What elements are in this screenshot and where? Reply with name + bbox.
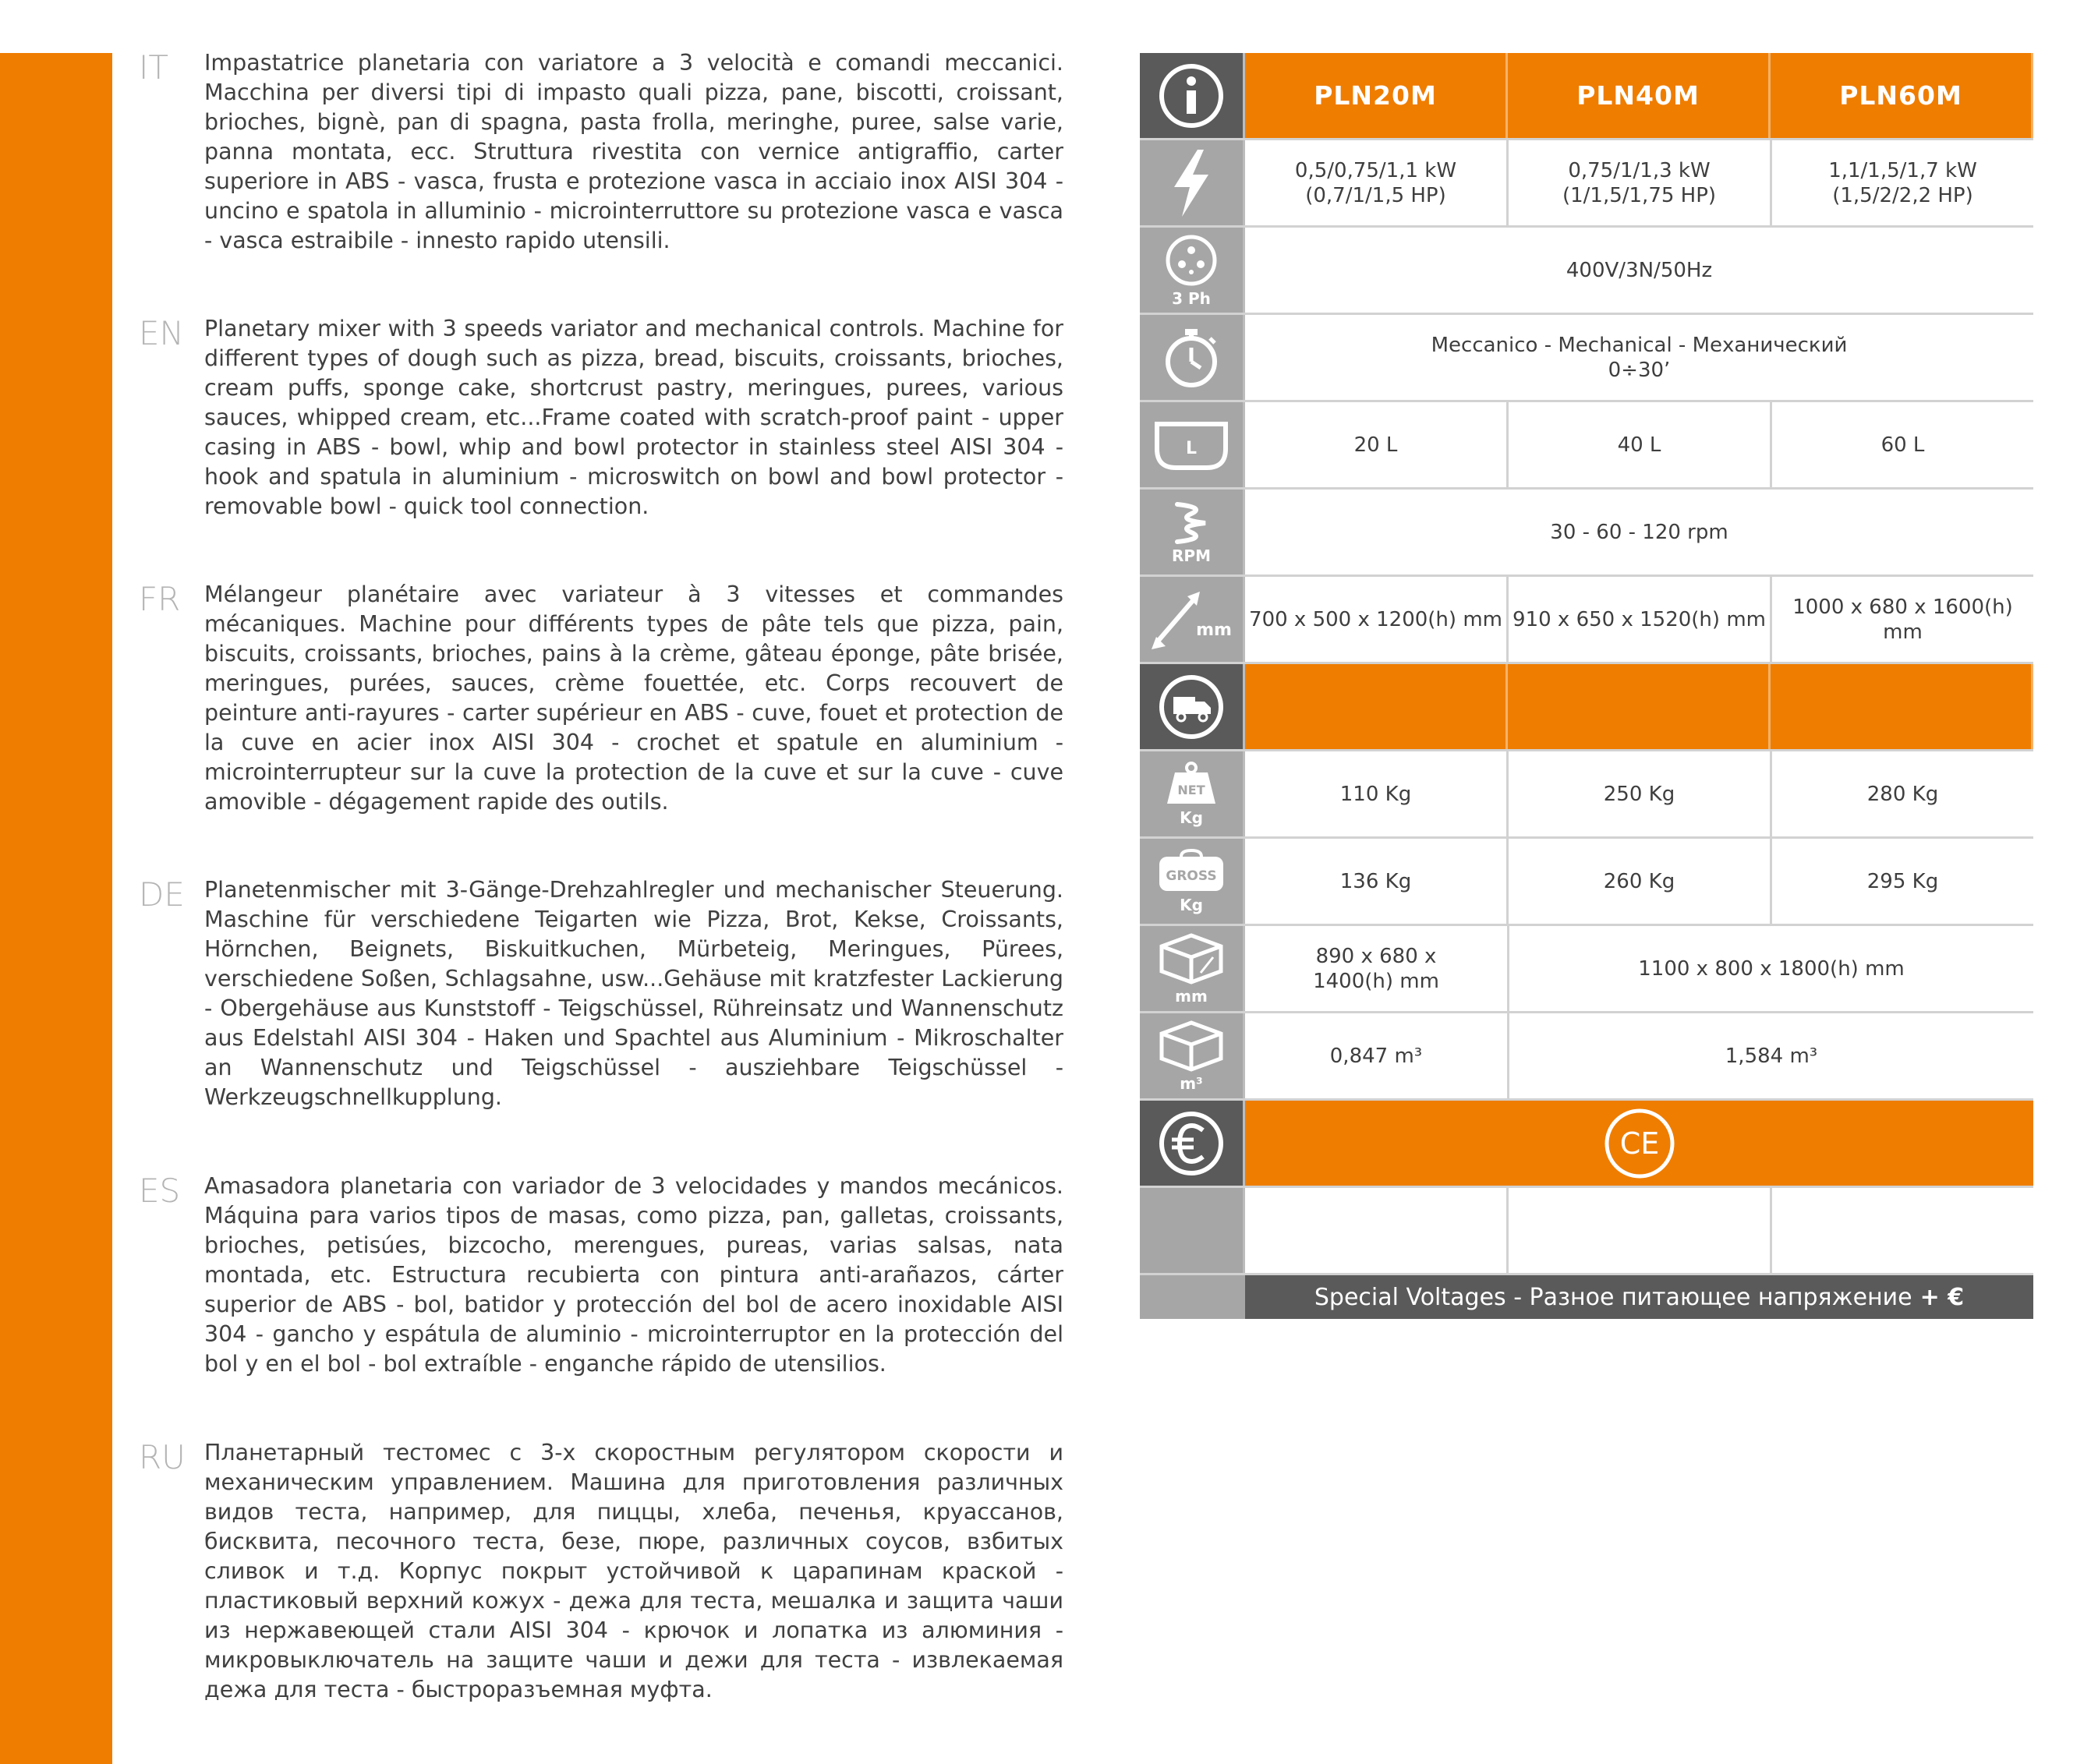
- gross-weight-cell: 295 Kg: [1866, 869, 1939, 893]
- speed-cell: 30 - 60 - 120 rpm: [1550, 520, 1728, 544]
- blank-cell: [1772, 1188, 2033, 1273]
- package-dimension-cell: 890 x 680 x 1400(h) mm: [1245, 926, 1509, 1011]
- net-weight-icon: [1140, 751, 1245, 836]
- model-header-row: [1140, 53, 2033, 140]
- gross-weight-cell: 260 Kg: [1509, 839, 1772, 924]
- power-row: [1140, 140, 2033, 228]
- dimension-cell: 700 x 500 x 1200(h) mm: [1245, 577, 1509, 662]
- package-volume-icon: [1140, 1013, 1245, 1098]
- rpm-label: RPM: [1172, 546, 1211, 565]
- plug-phase-icon: [1140, 228, 1245, 313]
- net-weight-cell: 280 Kg: [1866, 782, 1939, 806]
- package-dimensions-row: [1140, 926, 2033, 1013]
- shipping-cell: [1245, 664, 1508, 749]
- delivery-truck-icon: [1140, 664, 1245, 749]
- gross-weight-row: [1140, 839, 2033, 926]
- power-cell: 1,1/1,5/1,7 kW (1,5/2/2,2 HP): [1828, 158, 1977, 207]
- net-label: NET: [1177, 782, 1205, 797]
- voltage-row: [1140, 228, 2033, 315]
- blank-row: [1140, 1188, 2033, 1275]
- timer-cell: Meccanico - Mechanical - Механический 0÷30’: [1431, 333, 1848, 382]
- desc-text: Impastatrice planetaria con variatore a 3 velocità e comandi meccanici. Macchina per diversi tipi di impasto quali pizza, pane, biscotti, croissant, brioches, bignè, pan di spagna, pasta frolla, meringhe, puree, salse varie, panna montata, ecc. Struttura rivestita con vernice antigraffio, carter superiore in ABS - vasca, frusta e protezione vasca in acciaio inox AISI 304 - uncino e spatola in alluminio - microinterruttore su protezione vasca e vasca - vasca estraibile - innesto rapido utensili.: [204, 50, 1063, 253]
- power-cell: 0,75/1/1,3 kW (1/1,5/1,75 HP): [1509, 140, 1772, 225]
- phase-label: 3 Ph: [1172, 288, 1211, 308]
- gross-label: GROSS: [1166, 868, 1217, 884]
- model-name: PLN20M: [1245, 53, 1508, 138]
- speed-row: [1140, 490, 2033, 577]
- footer-text: Special Voltages - Разное питающее напряжение + €: [1245, 1275, 2033, 1319]
- package-box-icon: [1140, 926, 1245, 1011]
- ce-mark-icon: [1603, 1107, 1676, 1180]
- dimension-cell: 1000 x 680 x 1600(h) mm: [1792, 595, 2013, 644]
- stopwatch-icon: [1140, 315, 1245, 400]
- blank-cell: [1245, 1188, 1509, 1273]
- shipping-row: [1140, 664, 2033, 751]
- dimension-cell: 910 x 650 x 1520(h) mm: [1509, 577, 1772, 662]
- desc-text: Планетарный тестомес с 3-х скоростным регулятором скорости и механическим управлением. Машина для приготовления различных видов теста, например, для пиццы, хлеба, печенья, круассанов, бисквита, песочного теста, безе, пюре, различных соусов, взбитых сливок и т.д. Корпус покрыт устойчивой к царапинам краской - пластиковый верхний кожух - дежа для теста, мешалка и защита чаши из нержавеющей стали AISI 304 - крючок и лопатка из алюминия - микровыключатель на защите чаши и дежи для теста - извлекаемая дежа для теста - быстроразъемная муфта.: [204, 1440, 1063, 1702]
- model-name: PLN60M: [1771, 53, 2033, 138]
- shipping-cell: [1771, 664, 2033, 749]
- timer-row: [1140, 315, 2033, 402]
- lang-code: DE: [139, 875, 185, 914]
- net-weight-cell: 110 Kg: [1245, 751, 1509, 836]
- volume-label: m³: [1180, 1073, 1203, 1093]
- bowl-label: L: [1185, 438, 1198, 458]
- lang-code: ES: [139, 1172, 181, 1210]
- info-icon: [1140, 53, 1245, 138]
- capacity-cell: 20 L: [1245, 402, 1509, 487]
- volume-cell: 1,584 m³: [1725, 1044, 1818, 1068]
- volume-cell: 0,847 m³: [1245, 1013, 1509, 1098]
- power-cell: 0,5/0,75/1,1 kW (0,7/1/1,5 HP): [1245, 140, 1509, 225]
- desc-text: Amasadora planetaria con variador de 3 velocidades y mandos mecánicos. Máquina para varios tipos de masas, como pizza, pan, galletas, croissants, brioches, petisúes, bizcocho, merengues, pureas, varias salsas, nata montada, etc. Estructura recubierta con pintura anti-arañazos, cárter superior de ABS - bol, batidor y protección del bol de acero inoxidable AISI 304 - gancho y espátula de aluminio - microinterruptor en la protección del bol y en el bol - bol extraíble - enganche rápido de utensilios.: [204, 1173, 1063, 1377]
- voltage-cell: 400V/3N/50Hz: [1566, 258, 1713, 282]
- orange-side-bar: [0, 53, 112, 1764]
- lightning-icon: [1140, 140, 1245, 225]
- desc-text: Planetenmischer mit 3-Gänge-Drehzahlregler und mechanischer Steuerung. Maschine für verschiedene Teigarten wie Pizza, Brot, Kekse, Croissants, Hörnchen, Beignets, Biskuitkuchen, Mürbeteig, Meringues, Pürees, verschiedene Soßen, Schlagsahne, usw...Gehäuse mit kratzfester Lackierung - Obergehäuse aus Kunststoff - Teigschüssel, Rühreinsatz und Wannenschutz aus Edelstahl AISI 304 - Haken und Spachtel aus Aluminium - Mikroschalter an Wannenschutz und Teigschüssel - ausziehbare Teigschüssel - Werkzeugschnellkupplung.: [204, 877, 1063, 1110]
- package-dimension-cell: 1100 x 800 x 1800(h) mm: [1638, 956, 1905, 981]
- shipping-cell: [1508, 664, 1771, 749]
- net-weight-cell: 250 Kg: [1509, 751, 1772, 836]
- spring-rpm-icon: [1140, 490, 1245, 574]
- ce-mark-cell: [1245, 1101, 2033, 1186]
- svg-text:CE: CE: [1619, 1126, 1659, 1161]
- blank-icon-cell: [1140, 1188, 1245, 1273]
- dims-label: mm: [1196, 620, 1232, 640]
- net-weight-row: [1140, 751, 2033, 839]
- lang-code: EN: [139, 314, 184, 352]
- lang-code: RU: [139, 1438, 186, 1476]
- model-name: PLN40M: [1508, 53, 1771, 138]
- lang-code: FR: [139, 580, 181, 618]
- euro-icon: [1140, 1101, 1245, 1186]
- capacity-cell: 40 L: [1509, 402, 1772, 487]
- desc-text: Planetary mixer with 3 speeds variator and mechanical controls. Machine for different types of dough such as pizza, bread, biscuits, croissants, brioches, cream puffs, sponge cake, shortcrust pastry, meringues, purees, various sauces, whipped cream, etc...Frame coated with scratch-proof paint - upper casing in ABS - bowl, whip and bowl protector in stainless steel AISI 304 - hook and spatula in aluminium - microswitch on bowl and bowl protector - removable bowl - quick tool connection.: [204, 316, 1063, 519]
- kg-label: Kg: [1180, 808, 1203, 827]
- bowl-capacity-icon: [1140, 402, 1245, 487]
- desc-text: Mélangeur planétaire avec variateur à 3 vitesses et commandes mécaniques. Machine pour différents types de pâte tels que pizza, pain, biscuits, croissants, brioches, pains à la crème, gâteau éponge, pâte brisée, meringues, purées, sauces, crème fouettée, etc. Corps recouvert de peinture anti-rayures - carter supérieur en ABS - cuve, fouet et protection de la cuve en acier inox AISI 304 - crochet et spatule en aluminium - microinterrupteur sur la cuve la protection de la cuve et sur la cuve - cuve amovible - dégagement rapide des outils.: [204, 582, 1063, 815]
- capacity-cell: 60 L: [1880, 433, 1925, 457]
- diagonal-arrow-icon: [1140, 577, 1245, 662]
- capacity-row: [1140, 402, 2033, 490]
- footer-blank: [1140, 1275, 1245, 1319]
- blank-cell: [1509, 1188, 1772, 1273]
- special-voltages-footer: [1140, 1275, 2033, 1319]
- gross-weight-cell: 136 Kg: [1245, 839, 1509, 924]
- gross-weight-icon: [1140, 839, 1245, 924]
- kg-label: Kg: [1180, 895, 1203, 914]
- lang-code: IT: [139, 48, 169, 87]
- dimensions-row: [1140, 577, 2033, 664]
- volume-row: [1140, 1013, 2033, 1101]
- ce-row: [1140, 1101, 2033, 1188]
- pack-mm-label: mm: [1175, 986, 1208, 1006]
